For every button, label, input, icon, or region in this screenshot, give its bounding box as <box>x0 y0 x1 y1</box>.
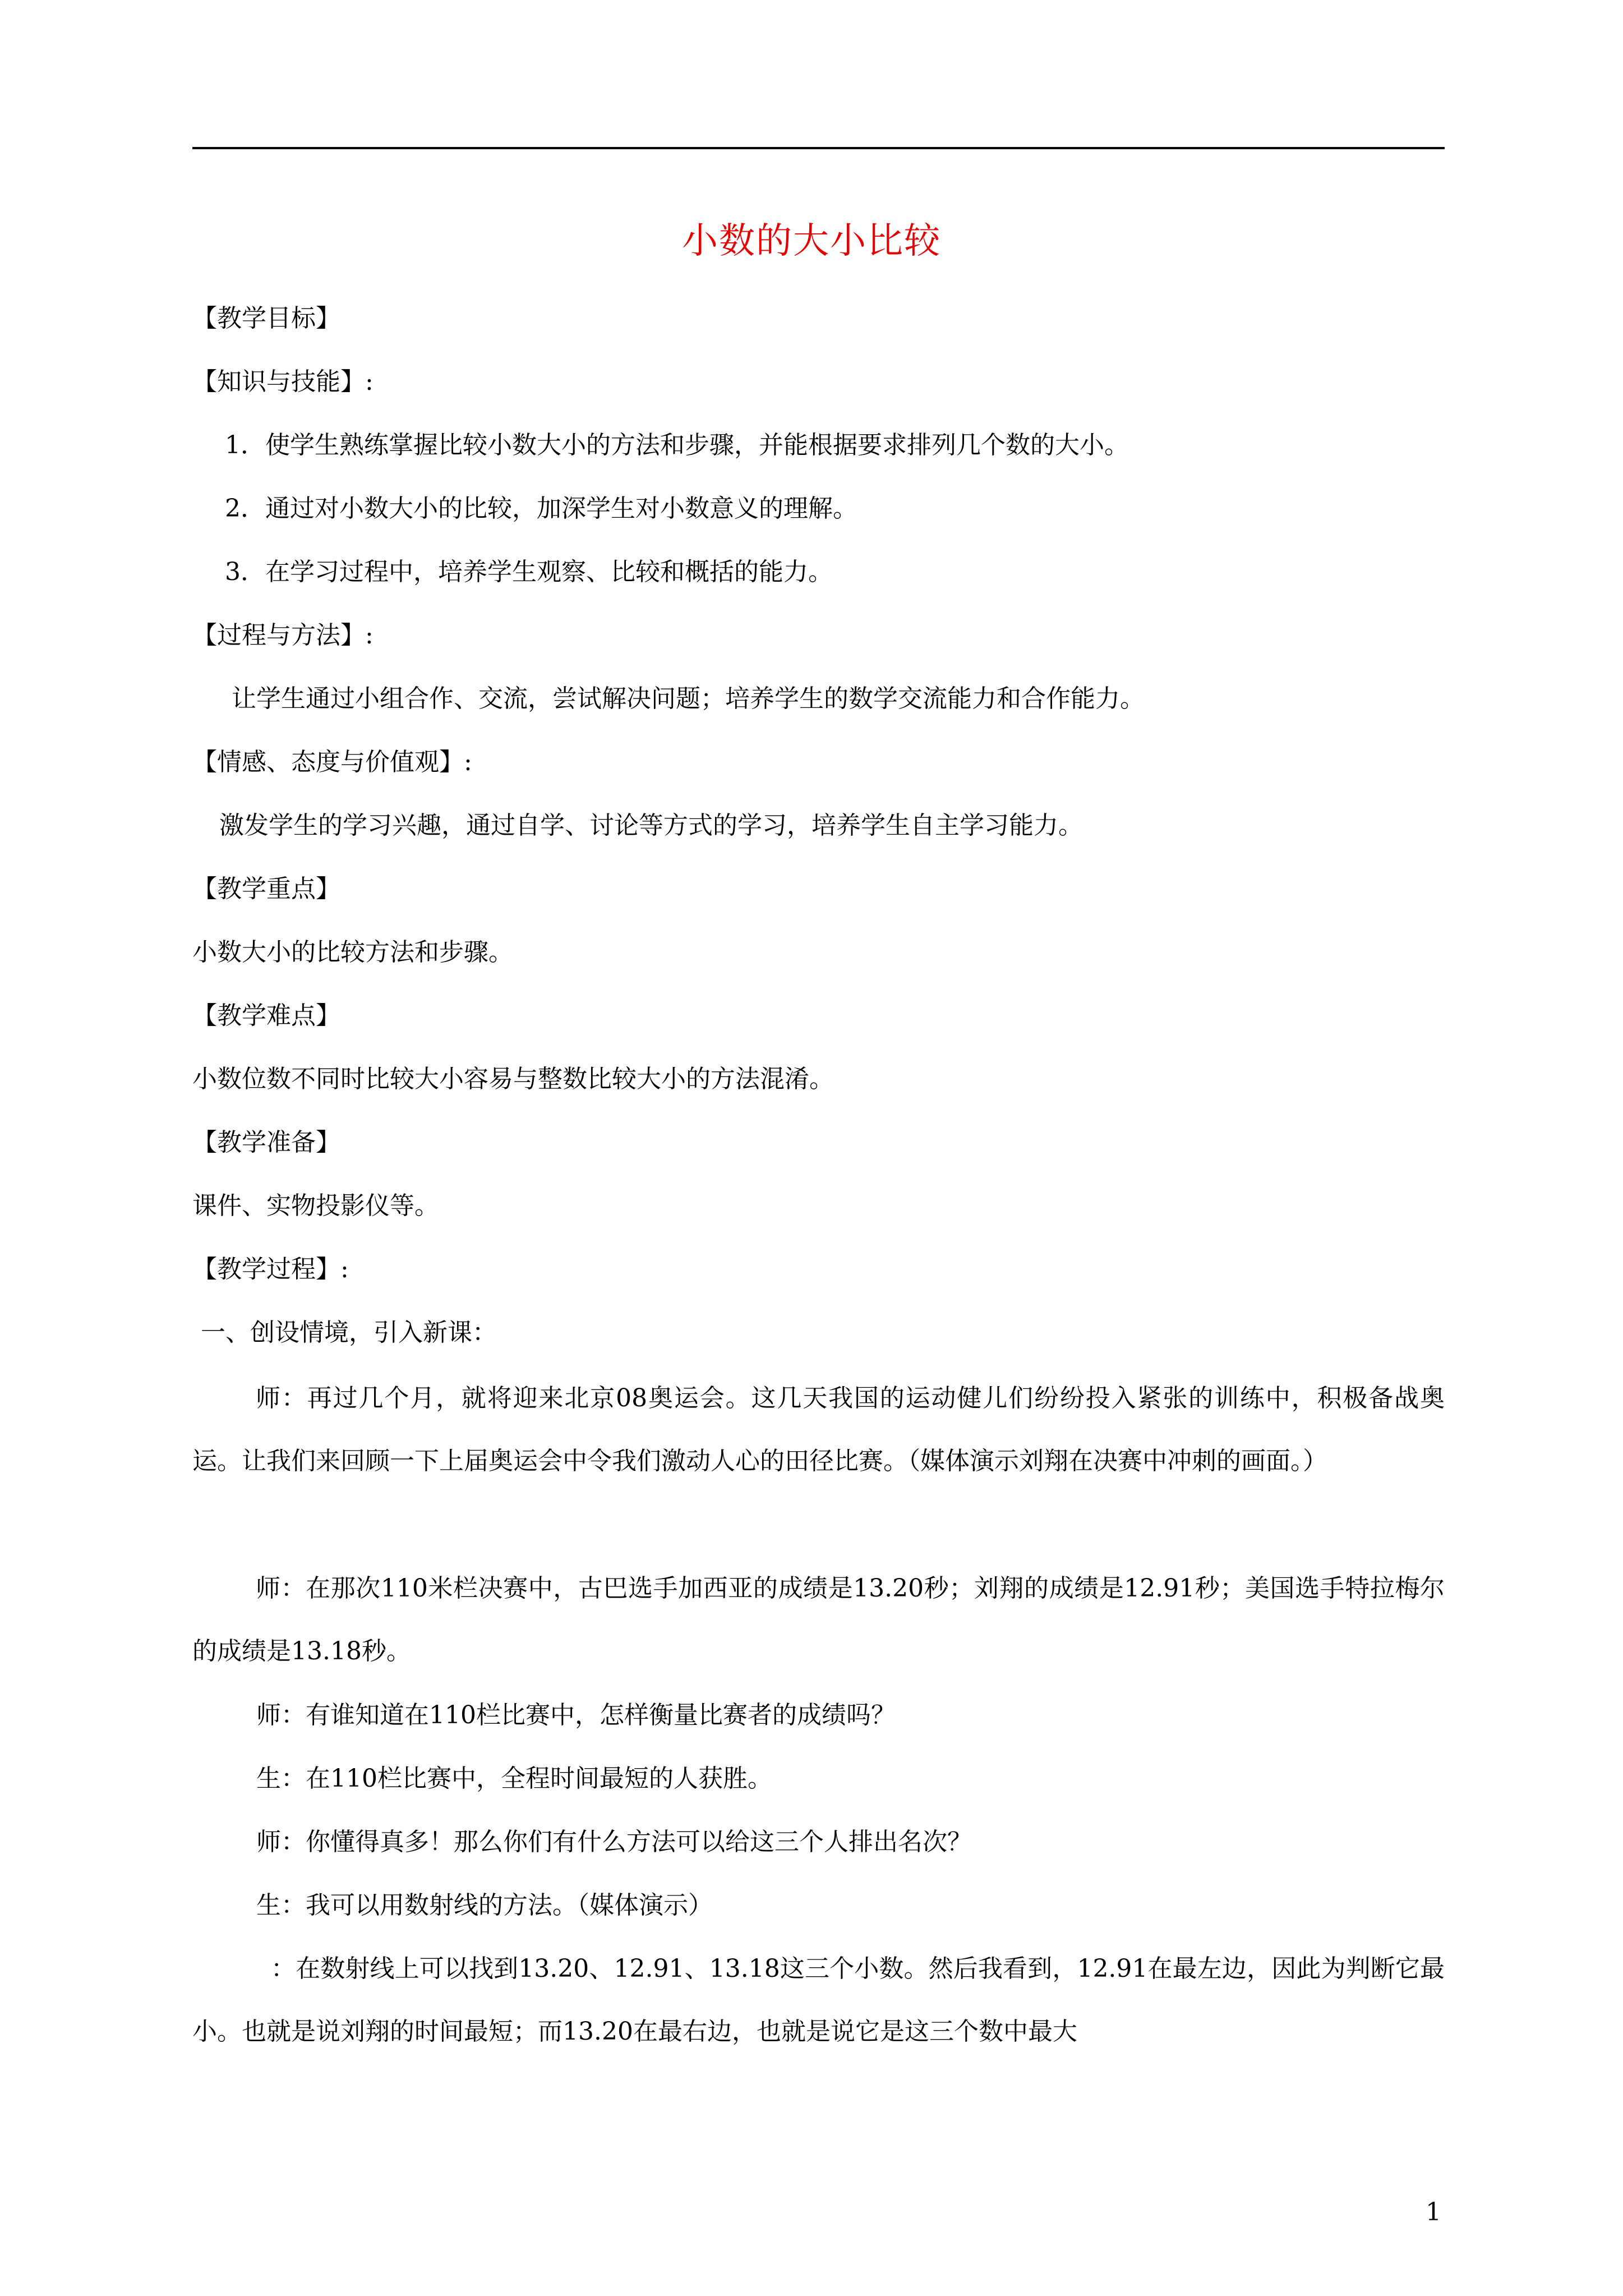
dialogue-paragraph: 生：在110栏比赛中，全程时间最短的人获胜。 <box>256 1764 772 1793</box>
attitude-values-text: 激发学生的学习兴趣，通过自学、讨论等方式的学习，培养学生自主学习能力。 <box>219 811 1083 840</box>
subheading-attitude-values: 【情感、态度与价值观】: <box>192 748 472 776</box>
section-heading-process: 【教学过程】: <box>192 1255 349 1283</box>
difficulties-text: 小数位数不同时比较大小容易与整数比较大小的方法混淆。 <box>192 1065 834 1093</box>
process-method-text: 让学生通过小组合作、交流，尝试解决问题；培养学生的数学交流能力和合作能力。 <box>232 684 1145 713</box>
objective-item-1: 1．使学生熟练掌握比较小数大小的方法和步骤，并能根据要求排列几个数的大小。 <box>225 431 1129 459</box>
process-step-1-heading: 一、创设情境，引入新课： <box>201 1318 497 1347</box>
page-number: 1 <box>1426 2198 1441 2226</box>
key-points-text: 小数大小的比较方法和步骤。 <box>192 938 513 967</box>
dialogue-paragraph: 师：在那次110米栏决赛中，古巴选手加西亚的成绩是13.20秒；刘翔的成绩是12.91秒；美国选手特拉梅尔的成绩是13.18秒。 <box>192 1574 1445 1665</box>
dialogue-paragraph: ：在数射线上可以找到13.20、12.91、13.18这三个小数。然后我看到，12.91在最左边，因此为判断它最小。也就是说刘翔的时间最短；而13.20在最右边，也就是说它是这三个数中最大 <box>192 1954 1445 2046</box>
section-heading-key-points: 【教学重点】 <box>192 875 340 903</box>
dialogue-paragraph: 师：你懂得真多！那么你们有什么方法可以给这三个人排出名次？ <box>256 1828 972 1856</box>
objective-item-3: 3．在学习过程中，培养学生观察、比较和概括的能力。 <box>225 558 833 586</box>
subheading-knowledge-skills: 【知识与技能】: <box>192 367 374 396</box>
dialogue-paragraph: 生：我可以用数射线的方法。（媒体演示） <box>256 1891 713 1920</box>
preparation-text: 课件、实物投影仪等。 <box>192 1191 439 1220</box>
document-title: 小数的大小比较 <box>682 220 941 262</box>
section-heading-objectives: 【教学目标】 <box>192 304 340 333</box>
section-heading-preparation: 【教学准备】 <box>192 1128 340 1157</box>
header-rule <box>192 147 1445 149</box>
subheading-process-method: 【过程与方法】: <box>192 621 374 650</box>
dialogue-paragraph: 师：再过几个月，就将迎来北京08奥运会。这几天我国的运动健儿们纷纷投入紧张的训练中，积极备战奥运。让我们来回顾一下上届奥运会中令我们激动人心的田径比赛。（媒体演示刘翔在决赛中冲刺的画面。） <box>192 1384 1445 1475</box>
objective-item-2: 2．通过对小数大小的比较，加深学生对小数意义的理解。 <box>225 494 857 523</box>
section-heading-difficulties: 【教学难点】 <box>192 1001 340 1030</box>
dialogue-paragraph: 师：有谁知道在110栏比赛中，怎样衡量比赛者的成绩吗？ <box>256 1701 896 1729</box>
